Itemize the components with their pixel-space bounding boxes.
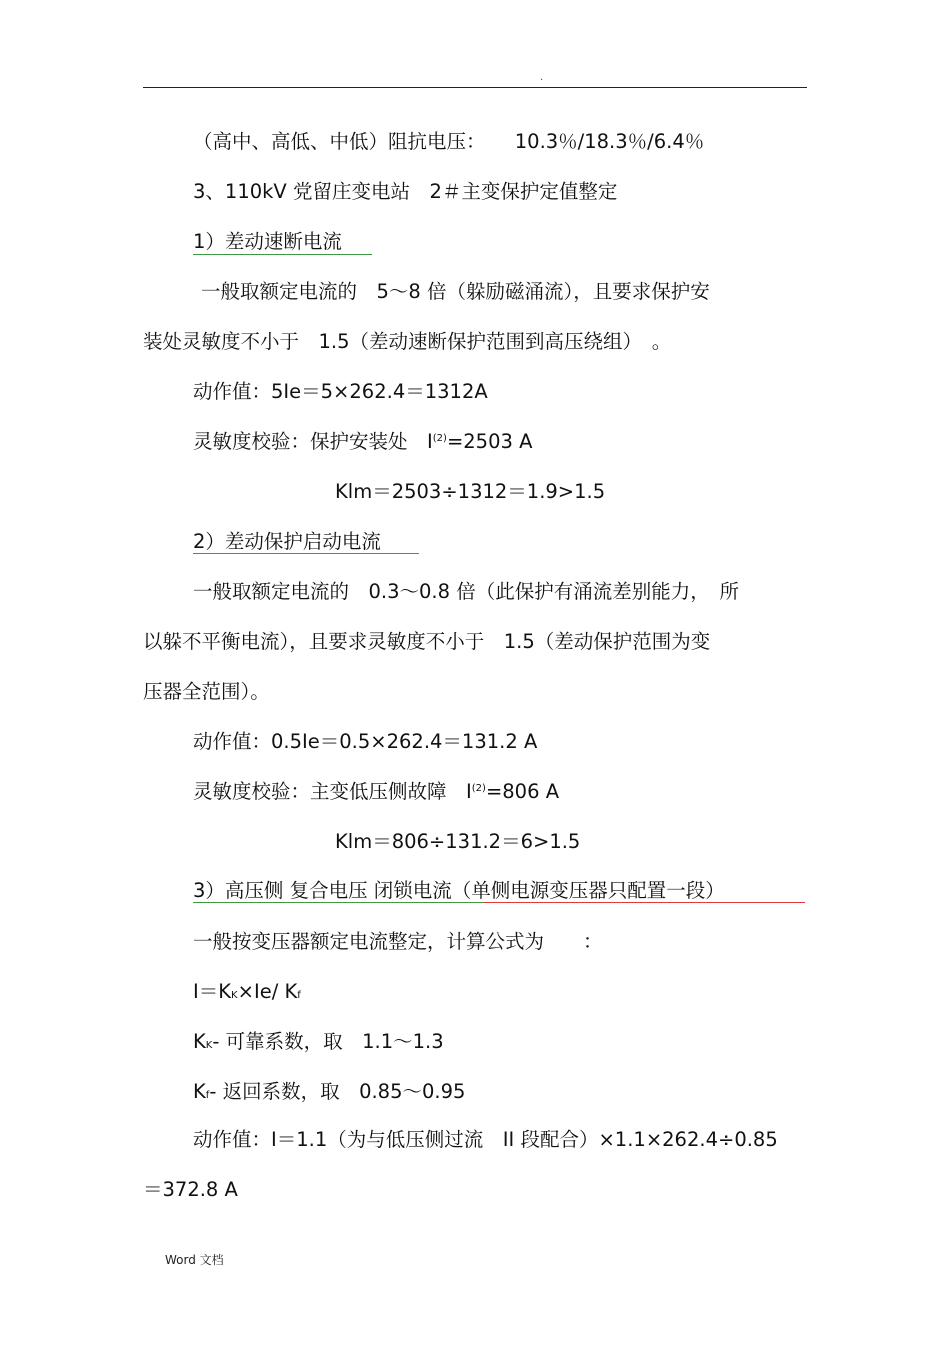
klm-formula: Klm＝806÷131.2＝6>1.5 — [335, 830, 581, 853]
action-value-result: ＝372.8 A — [143, 1178, 238, 1201]
heading-diff-start-current: 2）差动保护启动电流 — [193, 530, 381, 553]
header-rule — [143, 87, 807, 88]
heading-diff-quick-break: 1）差动速断电流 — [193, 230, 342, 253]
footer-label: Word 文档 — [165, 1253, 224, 1267]
reliability-coefficient: KK- 可靠系数，取 1.1～1.3 — [193, 1030, 444, 1053]
section-title: 3、110kV 党留庄变电站 2＃主变保护定值整定 — [193, 180, 618, 203]
paragraph-line: 一般按变压器额定电流整定，计算公式为 ： — [193, 930, 603, 953]
heading-underline — [193, 254, 372, 255]
heading-hv-composite-voltage: 3）高压侧 复合电压 闭锁电流（单侧电源变压器只配置一段） — [193, 879, 725, 902]
action-value: 动作值：5Ie＝5×262.4＝1312A — [193, 380, 488, 403]
current-formula: I＝KK×Ie/ Kf — [193, 980, 301, 1003]
action-value: 动作值：I＝1.1（为与低压侧过流 II 段配合）×1.1×262.4÷0.85 — [193, 1128, 778, 1151]
sensitivity-check: 灵敏度校验：保护安装处 $I^{(2)}=2503$ A — [193, 430, 533, 453]
sensitivity-check: 灵敏度校验：主变低压侧故障 $I^{(2)}=806$ A — [193, 780, 560, 803]
paragraph-line: 装处灵敏度不小于 1.5（差动速断保护范围到高压绕组） 。 — [143, 330, 672, 353]
klm-formula: Klm＝2503÷1312＝1.9>1.5 — [335, 480, 606, 503]
paragraph-line: 一般取额定电流的 5～8 倍（躲励磁涌流），且要求保护安 — [201, 280, 710, 303]
return-coefficient: Kf- 返回系数，取 0.85～0.95 — [193, 1080, 466, 1103]
paragraph-line: 一般取额定电流的 0.3～0.8 倍（此保护有涌流差别能力， 所 — [193, 580, 739, 603]
heading-underline — [193, 553, 419, 554]
heading-underline-red — [483, 902, 805, 903]
paragraph-line: 以躲不平衡电流），且要求灵敏度不小于 1.5（差动保护范围为变 — [143, 630, 711, 653]
action-value: 动作值：0.5Ie＝0.5×262.4＝131.2 A — [193, 730, 538, 753]
impedance-voltage-line: （高中、高低、中低）阻抗电压： 10.3％/18.3％/6.4％ — [193, 130, 705, 153]
header-mark: . — [540, 72, 544, 83]
paragraph-line: 压器全范围）。 — [143, 680, 270, 703]
heading-underline-green — [193, 902, 483, 903]
